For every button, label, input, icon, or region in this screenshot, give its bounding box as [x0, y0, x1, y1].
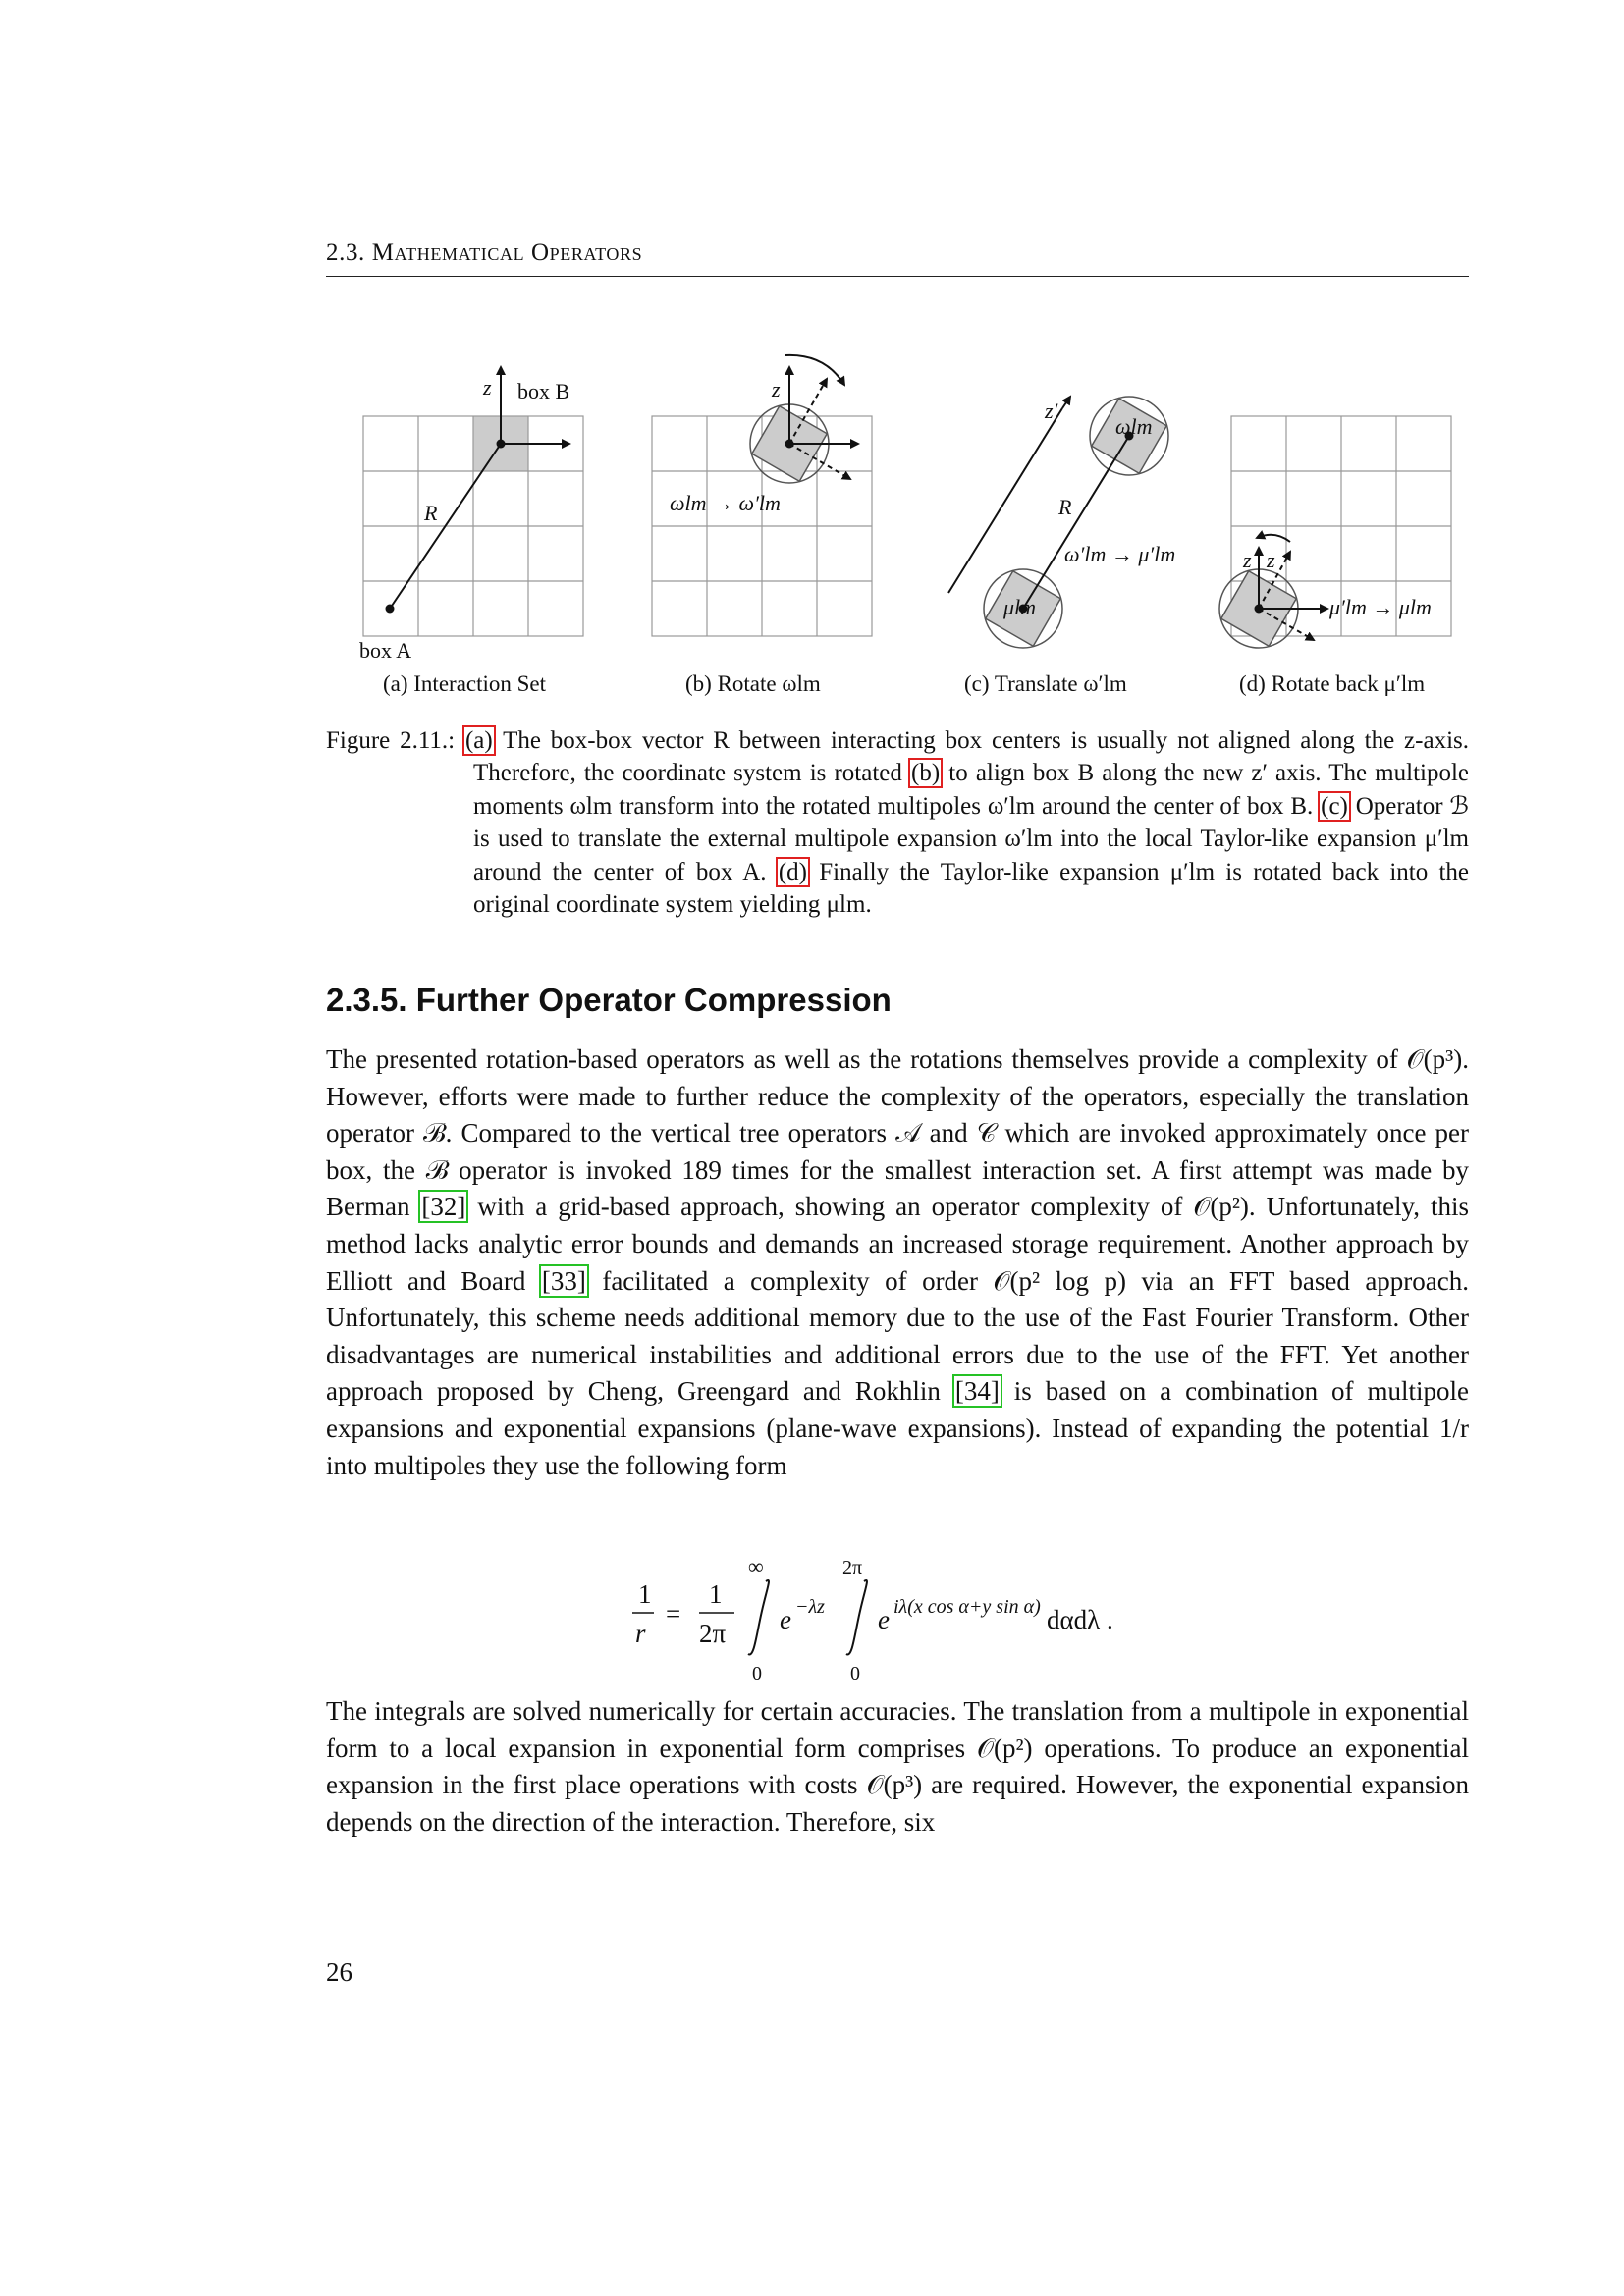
panel-b: [652, 355, 872, 696]
eq-int2-lower: 0: [850, 1663, 860, 1683]
z-prime-arrow: [1062, 397, 1070, 408]
eq-exp-1: −λz: [795, 1596, 825, 1618]
running-header: [326, 240, 1469, 267]
eq-integral-1: [748, 1580, 769, 1654]
eq-lhs-den: r: [635, 1619, 646, 1648]
box-a-center: [386, 605, 395, 614]
eq-integrand-2: e: [878, 1605, 890, 1634]
z-label-rotated: z: [1267, 548, 1275, 572]
subcaption-d: (d) Rotate back μ′lm: [1239, 671, 1426, 696]
subcaption-a: (a) Interaction Set: [383, 671, 547, 696]
equation-exponential-form: [619, 1556, 1208, 1683]
rotate-back-eq-label: μ′lm → μlm: [1329, 595, 1432, 619]
subcaption-c: (c) Translate ω′lm: [964, 671, 1127, 696]
eq-int1-upper: ∞: [748, 1556, 764, 1578]
r-label: R: [424, 501, 438, 525]
ref-b-link[interactable]: (b): [911, 760, 941, 787]
citation-33-link[interactable]: [33]: [541, 1265, 586, 1296]
eq-exp-2: iλ(x cos α+y sin α): [893, 1596, 1041, 1618]
box-a-label: box A: [359, 638, 412, 663]
eq-frac-num: 1: [709, 1579, 723, 1609]
mu-label: μlm: [1003, 595, 1037, 619]
para2-text: The integrals are solved numerically for certain accuracies. The translation from a multipole in exponential form to a local expansion in exponential form comprises 𝒪(p²) operations. To produce an exponential expansion in the first place operations with costs 𝒪(p³) are required. However, the exponential expansion depends on the direction of the interaction. Therefore, six: [326, 1696, 1469, 1837]
rotation-arrow: [1257, 535, 1290, 542]
r-label: R: [1058, 495, 1072, 519]
eq-lhs-num: 1: [638, 1579, 652, 1609]
eq-equals: =: [666, 1599, 681, 1629]
vector-r: [1023, 436, 1129, 609]
box-b-center: [785, 440, 794, 449]
caption-text-4: Finally the Taylor-like expansion μ′lm is rotated back into the original coordinate system yielding μlm.: [473, 858, 1470, 919]
eq-integral-2: [846, 1580, 867, 1654]
caption-text-2: to align box B along the new z′ axis. The multipole moments ωlm transform into the rotated multipoles ω′lm around the center of box B.: [473, 760, 1470, 820]
rotation-arrow: [785, 355, 844, 385]
ref-c-link[interactable]: (c): [1321, 792, 1348, 820]
z-label: z: [483, 375, 492, 400]
figure-2-11: [324, 346, 1473, 711]
header-rule: [326, 276, 1469, 277]
para1-text-2: with a grid-based approach, showing an operator complexity of 𝒪(p²). Unfortunately, this method lacks analytic error bounds and demands an increased storage requirement. Another approach by Elliott and Board: [326, 1192, 1469, 1296]
ref-a-link[interactable]: (a): [464, 727, 493, 754]
subcaption-b: (b) Rotate ωlm: [685, 671, 821, 696]
figure-caption: [326, 724, 1469, 921]
header-section: 2.3. Mathematical Operators: [326, 240, 643, 266]
eq-frac-den: 2π: [699, 1619, 727, 1648]
body-paragraph-2: [326, 1693, 1469, 1841]
rotate-eq-label: ωlm → ω′lm: [670, 491, 781, 515]
caption-text-3: Operator ℬ is used to translate the external multipole expansion ω′lm into the local Taylor-like expansion μ′lm around the center of box A.: [473, 792, 1470, 885]
panel-d: [1219, 416, 1451, 696]
z-label: z: [1243, 548, 1252, 572]
eq-integrand-1: e: [780, 1605, 791, 1634]
page-number: 26: [326, 1957, 352, 1987]
body-paragraph-1: [326, 1041, 1469, 1484]
eq-diff: dαdλ .: [1047, 1605, 1113, 1634]
panel-c: [948, 397, 1175, 696]
omega-label: ωlm: [1115, 414, 1153, 439]
para1-text-4: is based on a combination of multipole expansions and exponential expansions (plane-wave expansions). Instead of expanding the potential 1/r into multipoles they use the following form: [326, 1376, 1469, 1480]
caption-text-1: The box-box vector R between interacting box centers is usually not aligned along the z-axis. Therefore, the coordinate system is rotated: [473, 727, 1469, 787]
section-title: 2.3.5. Further Operator Compression: [326, 982, 892, 1018]
z-prime-line: [948, 408, 1062, 593]
box-a-center: [1255, 605, 1264, 614]
translate-eq-label: ω′lm → μ′lm: [1064, 542, 1176, 566]
box-b-label: box B: [517, 379, 570, 403]
para1-text-1: The presented rotation-based operators as well as the rotations themselves provide a complexity of 𝒪(p³). However, efforts were made to further reduce the complexity of the operators, especially the translation operator ℬ. Compared to the vertical tree operators 𝒜 and 𝒞 which are invoked approximately once per box, the ℬ operator is invoked 189 times for the smallest interaction set. A first attempt was made by Berman: [326, 1044, 1469, 1222]
eq-int2-upper: 2π: [842, 1557, 863, 1578]
citation-32-link[interactable]: [32]: [421, 1192, 466, 1222]
ref-d-link[interactable]: (d): [778, 858, 807, 885]
panel-a: [359, 367, 583, 696]
z-label: z: [772, 377, 781, 401]
caption-label: Figure 2.11.:: [326, 727, 456, 754]
z-prime-label: z′: [1045, 399, 1058, 423]
grid-a: [363, 416, 583, 636]
para1-text-3: facilitated a complexity of order 𝒪(p² log p) via an FFT based approach. Unfortunately, this scheme needs additional memory due to the use of the Fast Fourier Transform. Other disadvantages are numerical instabilities and additional errors due to the use of the FFT. Yet another approach proposed by Cheng, Greengard and Rokhlin: [326, 1265, 1470, 1407]
eq-int1-lower: 0: [752, 1663, 762, 1683]
citation-34-link[interactable]: [34]: [954, 1376, 1000, 1407]
